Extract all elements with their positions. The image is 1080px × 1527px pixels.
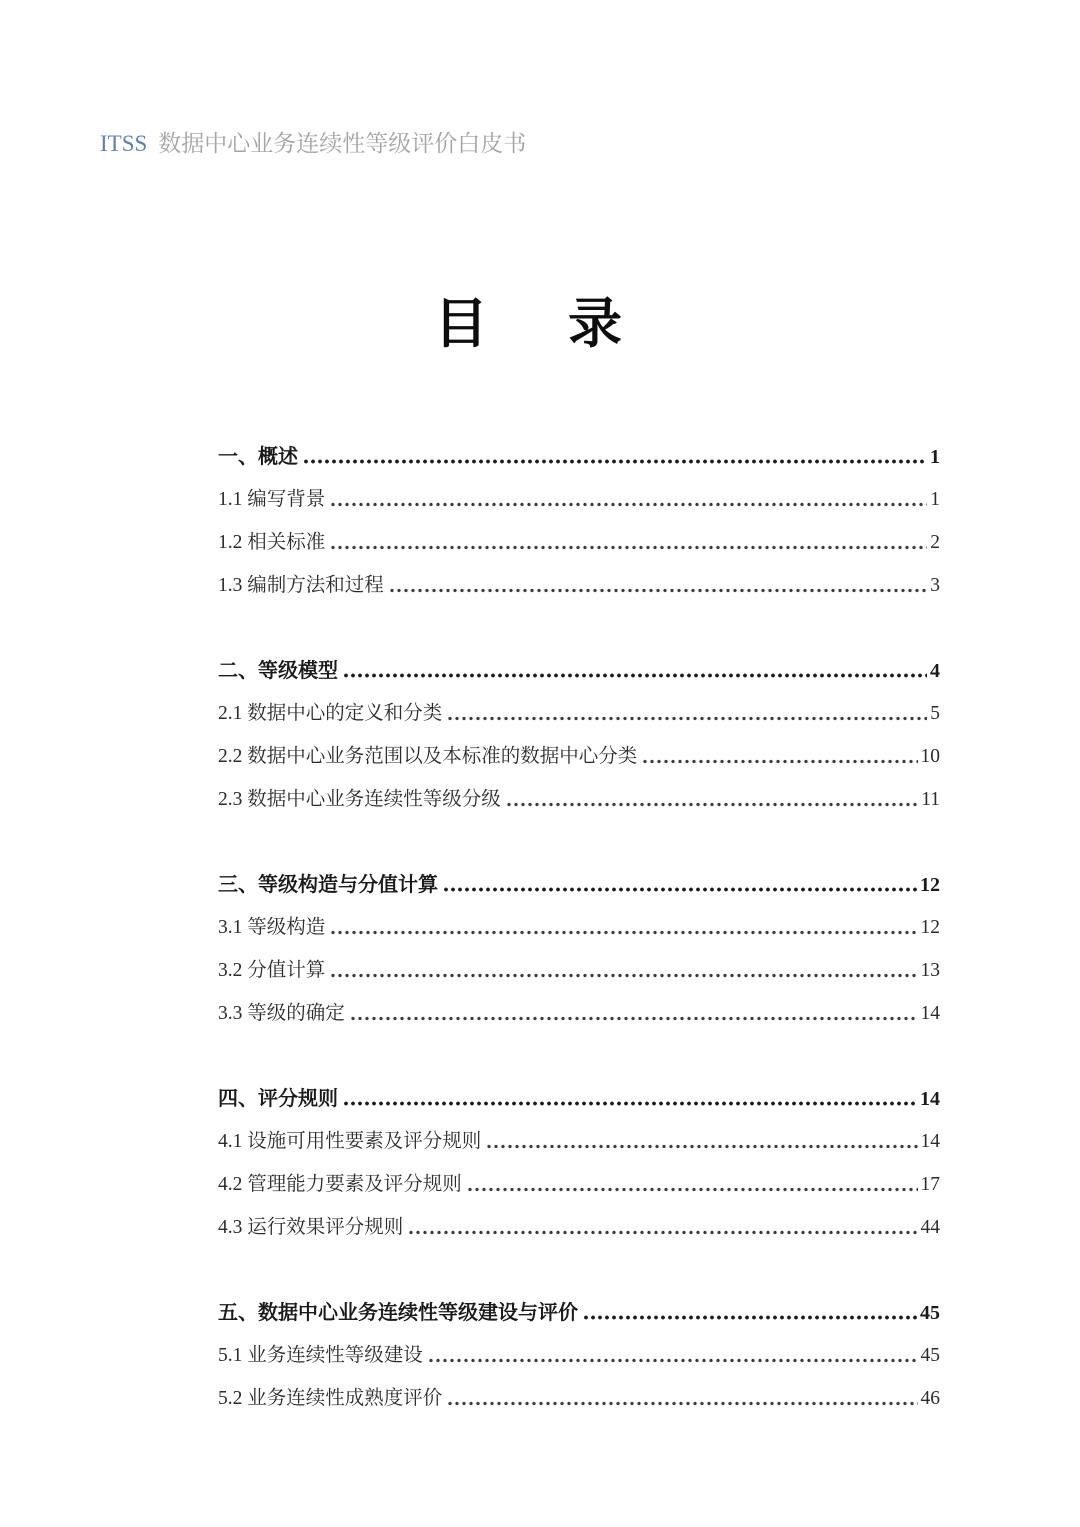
toc-section [218, 1282, 940, 1411]
toc-leader-dots [468, 1186, 918, 1193]
toc-entry [218, 769, 940, 812]
toc-entry [218, 1368, 940, 1411]
toc-entry-label: 3.2 分值计算 [218, 960, 326, 981]
toc-page-number: 2 [930, 532, 940, 553]
toc-leader-dots [331, 544, 927, 551]
toc-entry [218, 897, 940, 940]
toc-section-heading [218, 854, 940, 897]
toc-section-heading [218, 426, 940, 469]
toc-leader-dots [643, 758, 917, 765]
toc-leader-dots [448, 715, 927, 722]
toc-entry-label: 二、等级模型 [218, 660, 338, 682]
toc-page-number: 3 [930, 575, 940, 596]
toc-entry [218, 469, 940, 512]
toc-page-number: 10 [920, 746, 940, 767]
toc-entry-label: 1.3 编制方法和过程 [218, 575, 384, 596]
toc-entry-label: 1.1 编写背景 [218, 489, 326, 510]
toc-page-number: 45 [920, 1302, 940, 1324]
toc-entry-label: 5.1 业务连续性等级建设 [218, 1345, 423, 1366]
toc-leader-dots [487, 1143, 917, 1150]
toc-page-number: 1 [930, 446, 940, 468]
toc-entry-label: 2.1 数据中心的定义和分类 [218, 703, 443, 724]
toc-leader-dots [331, 501, 927, 508]
toc-page-number: 14 [920, 1131, 940, 1152]
toc-section [218, 640, 940, 812]
toc-page-number: 5 [930, 703, 940, 724]
page-title-char-2: 录 [568, 294, 622, 354]
toc-section-heading [218, 1282, 940, 1325]
toc-page-number: 4 [930, 660, 940, 682]
toc-page-number: 12 [920, 917, 940, 938]
toc-entry-label: 4.3 运行效果评分规则 [218, 1217, 404, 1238]
toc-leader-dots [429, 1357, 918, 1364]
toc-section [218, 426, 940, 598]
toc-leader-dots [444, 886, 917, 893]
toc-leader-dots [344, 1100, 917, 1107]
toc-entry-label: 4.1 设施可用性要素及评分规则 [218, 1131, 482, 1152]
toc-page-number: 1 [930, 489, 940, 510]
toc-section-heading [218, 640, 940, 683]
toc-leader-dots [331, 972, 917, 979]
toc-list [218, 426, 940, 1411]
document-title: 数据中心业务连续性等级评价白皮书 [158, 131, 527, 156]
toc-section-heading [218, 1068, 940, 1111]
toc-entry [218, 512, 940, 555]
toc-section [218, 1068, 940, 1240]
toc-entry [218, 726, 940, 769]
toc-leader-dots [331, 929, 917, 936]
toc-section [218, 854, 940, 1026]
toc-entry-label: 2.2 数据中心业务范围以及本标准的数据中心分类 [218, 746, 638, 767]
toc-page-number: 14 [920, 1003, 940, 1024]
toc-entry [218, 1325, 940, 1368]
toc-page-number: 13 [920, 960, 940, 981]
toc-entry-label: 3.1 等级构造 [218, 917, 326, 938]
toc-leader-dots [344, 672, 927, 679]
page-title [0, 293, 1056, 355]
toc-entry [218, 940, 940, 983]
toc-entry-label: 1.2 相关标准 [218, 532, 326, 553]
toc-page-number: 11 [921, 789, 940, 810]
toc-leader-dots [304, 458, 927, 465]
toc-entry [218, 983, 940, 1026]
toc-leader-dots [409, 1229, 917, 1236]
toc-page-number: 14 [920, 1088, 940, 1110]
toc-entry [218, 1154, 940, 1197]
toc-entry-label: 一、概述 [218, 446, 298, 468]
toc-entry-label: 四、评分规则 [218, 1088, 338, 1110]
document-header [100, 129, 526, 159]
toc-entry-label: 3.3 等级的确定 [218, 1003, 345, 1024]
toc-leader-dots [584, 1314, 917, 1321]
toc-entry-label: 2.3 数据中心业务连续性等级分级 [218, 789, 501, 810]
toc-page-number: 44 [920, 1217, 940, 1238]
brand-label: ITSS [100, 131, 148, 156]
toc-page-number: 17 [920, 1174, 940, 1195]
toc-entry-label: 三、等级构造与分值计算 [218, 874, 438, 896]
toc-leader-dots [507, 801, 918, 808]
toc-entry [218, 1197, 940, 1240]
toc-page-number: 12 [920, 874, 940, 896]
toc-entry [218, 683, 940, 726]
toc-leader-dots [351, 1015, 918, 1022]
toc-entry-label: 五、数据中心业务连续性等级建设与评价 [218, 1302, 578, 1324]
toc-entry-label: 5.2 业务连续性成熟度评价 [218, 1388, 443, 1409]
toc-page-number: 45 [920, 1345, 940, 1366]
toc-entry [218, 1111, 940, 1154]
toc-entry [218, 555, 940, 598]
toc-entry-label: 4.2 管理能力要素及评分规则 [218, 1174, 462, 1195]
toc-page-number: 46 [920, 1388, 940, 1409]
toc-leader-dots [448, 1400, 917, 1407]
toc-leader-dots [390, 587, 927, 594]
page-title-char-1: 目 [434, 294, 488, 354]
